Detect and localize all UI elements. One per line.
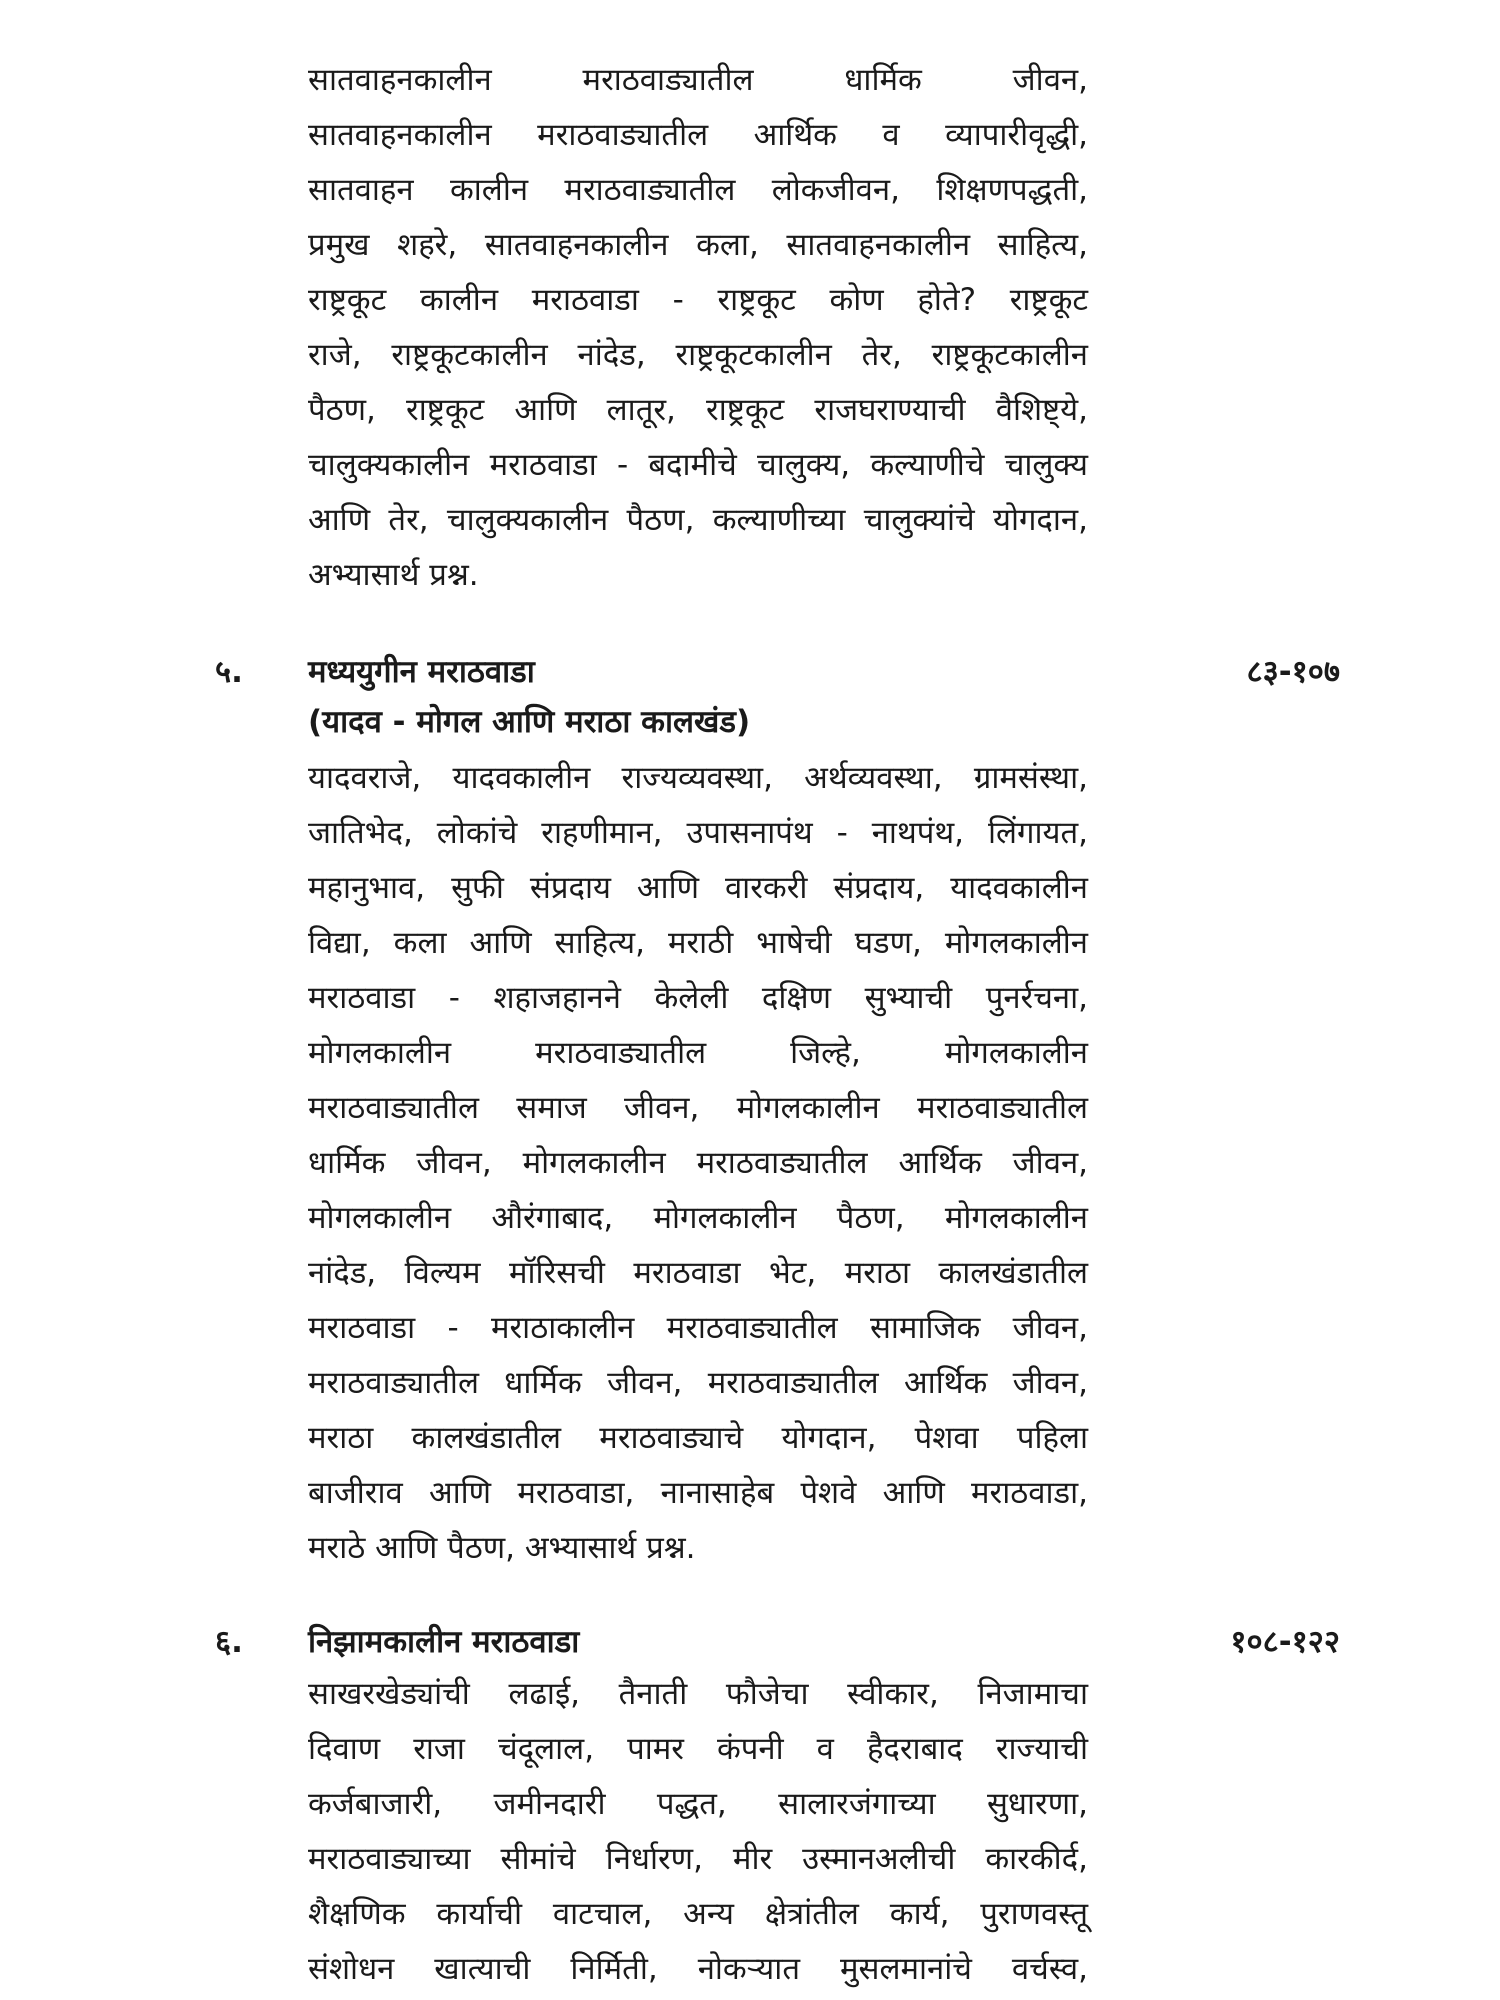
section-line: साखरखेड्यांची लढाई, तैनाती फौजेचा स्वीकार, निजामाचा: [308, 1676, 1088, 1712]
section-line: विद्या, कला आणि साहित्य, मराठी भाषेची घडण, मोगलकालीन: [308, 925, 1088, 961]
intro-line: सातवाहन कालीन मराठवाड्यातील लोकजीवन, शिक्षणपद्धती,: [308, 172, 1088, 208]
section-line: मोगलकालीन औरंगाबाद, मोगलकालीन पैठण, मोगलकालीन: [308, 1200, 1088, 1236]
intro-line: पैठण, राष्ट्रकूट आणि लातूर, राष्ट्रकूट राजघराण्याची वैशिष्ट्ये,: [308, 392, 1088, 428]
section-line: मराठवाड्याच्या सीमांचे निर्धारण, मीर उस्मानअलीची कारकीर्द,: [308, 1841, 1088, 1877]
section-line: दिवाण राजा चंदूलाल, पामर कंपनी व हैदराबाद राज्याची: [308, 1731, 1088, 1767]
intro-line: प्रमुख शहरे, सातवाहनकालीन कला, सातवाहनकालीन साहित्य,: [308, 227, 1088, 263]
section-title: निझामकालीन मराठवाडा: [308, 1624, 580, 1660]
intro-line: राजे, राष्ट्रकूटकालीन नांदेड, राष्ट्रकूटकालीन तेर, राष्ट्रकूटकालीन: [308, 337, 1088, 373]
section-line: संशोधन खात्याची निर्मिती, नोकऱ्यात मुसलमानांचे वर्चस्व,: [308, 1951, 1088, 1987]
section-line: मराठवाड्यातील समाज जीवन, मोगलकालीन मराठवाड्यातील: [308, 1090, 1088, 1126]
section-line: मराठवाड्यातील धार्मिक जीवन, मराठवाड्यातील आर्थिक जीवन,: [308, 1365, 1088, 1401]
intro-line: चालुक्यकालीन मराठवाडा - बदामीचे चालुक्य, कल्याणीचे चालुक्य: [308, 447, 1088, 483]
section-line: मोगलकालीन मराठवाड्यातील जिल्हे, मोगलकालीन: [308, 1035, 1088, 1071]
section-number: ६.: [215, 1624, 243, 1660]
section-line-last: मराठे आणि पैठण, अभ्यासार्थ प्रश्न.: [308, 1530, 696, 1566]
section-line: मराठवाडा - मराठाकालीन मराठवाड्यातील सामाजिक जीवन,: [308, 1310, 1088, 1346]
section-number: ५.: [215, 654, 243, 690]
section-subtitle: (यादव - मोगल आणि मराठा कालखंड): [308, 704, 751, 740]
section-line: जातिभेद, लोकांचे राहणीमान, उपासनापंथ - नाथपंथ, लिंगायत,: [308, 815, 1088, 851]
section-page-range: १०८-१२२: [1230, 1624, 1340, 1660]
section-line: कर्जबाजारी, जमीनदारी पद्धत, सालारजंगाच्या सुधारणा,: [308, 1786, 1088, 1822]
section-title: मध्ययुगीन मराठवाडा: [308, 654, 535, 690]
intro-line: राष्ट्रकूट कालीन मराठवाडा - राष्ट्रकूट कोण होते? राष्ट्रकूट: [308, 282, 1088, 318]
intro-line-last: अभ्यासार्थ प्रश्न.: [308, 557, 479, 593]
intro-line: सातवाहनकालीन मराठवाड्यातील आर्थिक व व्यापारीवृद्धी,: [308, 117, 1088, 153]
intro-line: सातवाहनकालीन मराठवाड्यातील धार्मिक जीवन,: [308, 62, 1088, 98]
section-line: यादवराजे, यादवकालीन राज्यव्यवस्था, अर्थव्यवस्था, ग्रामसंस्था,: [308, 760, 1088, 796]
section-line: शैक्षणिक कार्याची वाटचाल, अन्य क्षेत्रांतील कार्य, पुराणवस्तू: [308, 1896, 1088, 1932]
section-line: बाजीराव आणि मराठवाडा, नानासाहेब पेशवे आणि मराठवाडा,: [308, 1475, 1088, 1511]
intro-line: आणि तेर, चालुक्यकालीन पैठण, कल्याणीच्या चालुक्यांचे योगदान,: [308, 502, 1088, 538]
section-line: धार्मिक जीवन, मोगलकालीन मराठवाड्यातील आर्थिक जीवन,: [308, 1145, 1088, 1181]
section-line: मराठा कालखंडातील मराठवाड्याचे योगदान, पेशवा पहिला: [308, 1420, 1088, 1456]
section-line: मराठवाडा - शहाजहानने केलेली दक्षिण सुभ्याची पुनर्रचना,: [308, 980, 1088, 1016]
section-page-range: ८३-१०७: [1246, 654, 1340, 690]
section-line: नांदेड, विल्यम मॉरिसची मराठवाडा भेट, मराठा कालखंडातील: [308, 1255, 1088, 1291]
section-line: महानुभाव, सुफी संप्रदाय आणि वारकरी संप्रदाय, यादवकालीन: [308, 870, 1088, 906]
